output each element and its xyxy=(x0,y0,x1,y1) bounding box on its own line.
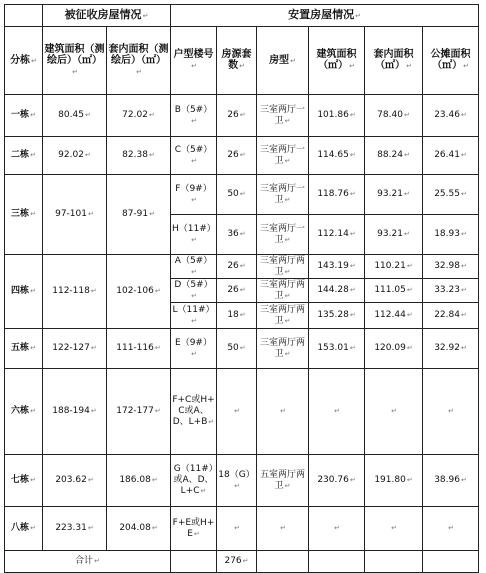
header-shared-area: 公摊面积（㎡）↵ xyxy=(423,27,479,95)
unit-type-cell: G（11#）或A、D、L+C↵ xyxy=(171,455,217,507)
header-row-1 xyxy=(5,5,479,27)
unit-count-cell: 18（G）↵ xyxy=(217,455,257,507)
header-row-2 xyxy=(5,27,479,95)
header-building-no: 分栋↵ xyxy=(5,27,43,95)
old-building-area-cell: 223.31↵ xyxy=(43,507,107,551)
unit-type-cell: B（5#）↵ xyxy=(171,95,217,137)
layout-cell: 三室两厅一卫↵ xyxy=(257,137,309,175)
layout-cell: 三室两厅两卫↵ xyxy=(257,279,309,303)
header-unit-type: 户型楼号↵ xyxy=(171,27,217,95)
layout-cell: 三室两厅两卫↵ xyxy=(257,329,309,369)
building-area-cell: ↵ xyxy=(309,369,365,455)
header-unit-count: 房源套数↵ xyxy=(217,27,257,95)
building-area-cell: 101.86↵ xyxy=(309,95,365,137)
building-no-cell: 一栋↵ xyxy=(5,95,43,137)
unit-count-cell: 26↵ xyxy=(217,279,257,303)
shared-area-cell: 18.93↵ xyxy=(423,215,479,255)
inner-area-cell: 88.24↵ xyxy=(365,137,423,175)
inner-area-cell: 120.09↵ xyxy=(365,329,423,369)
unit-type-cell: E（9#）↵ xyxy=(171,329,217,369)
unit-count-cell: 36↵ xyxy=(217,215,257,255)
inner-area-cell: 191.80↵ xyxy=(365,455,423,507)
header-resettlement: 安置房屋情况↵ xyxy=(171,5,479,27)
building-no-cell: 五栋↵ xyxy=(5,329,43,369)
unit-count-cell: 26↵ xyxy=(217,95,257,137)
shared-area-cell: 38.96↵ xyxy=(423,455,479,507)
header-blank-cell xyxy=(5,5,43,27)
total-empty-cell xyxy=(365,551,423,573)
building-no-cell: 七栋↵ xyxy=(5,455,43,507)
building-no-cell: 三栋↵ xyxy=(5,175,43,255)
header-layout: 房型↵ xyxy=(257,27,309,95)
inner-area-cell: 93.21↵ xyxy=(365,175,423,215)
header-new-building-area: 建筑面积（㎡）↵ xyxy=(309,27,365,95)
layout-cell: 三室两厅一卫↵ xyxy=(257,175,309,215)
old-building-area-cell: 203.62↵ xyxy=(43,455,107,507)
table-row xyxy=(5,507,479,551)
layout-cell: 三室两厅两卫↵ xyxy=(257,303,309,329)
table-row xyxy=(5,455,479,507)
building-area-cell: 144.28↵ xyxy=(309,279,365,303)
old-inner-area-cell: 102-106↵ xyxy=(107,255,171,329)
unit-count-cell: ↵ xyxy=(217,507,257,551)
inner-area-cell: 111.05↵ xyxy=(365,279,423,303)
unit-type-cell: F+C或H+C或A、D、L+B↵ xyxy=(171,369,217,455)
header-old-building-area: 建筑面积（测绘后）（㎡）↵ xyxy=(43,27,107,95)
inner-area-cell: 110.21↵ xyxy=(365,255,423,279)
table-row xyxy=(5,137,479,175)
header-old-inner-area: 套内面积（测绘后）（㎡）↵ xyxy=(107,27,171,95)
table-row xyxy=(5,95,479,137)
old-building-area-cell: 80.45↵ xyxy=(43,95,107,137)
unit-count-cell: 50↵ xyxy=(217,175,257,215)
unit-type-cell: F（9#）↵ xyxy=(171,175,217,215)
table-row xyxy=(5,175,479,215)
layout-cell: 三室两厅一卫↵ xyxy=(257,215,309,255)
resettlement-table-frame xyxy=(4,4,478,564)
total-empty-cell xyxy=(309,551,365,573)
unit-type-cell: L（11#）↵ xyxy=(171,303,217,329)
shared-area-cell: ↵ xyxy=(423,507,479,551)
layout-cell: ↵ xyxy=(257,507,309,551)
building-area-cell: 143.19↵ xyxy=(309,255,365,279)
building-area-cell: 114.65↵ xyxy=(309,137,365,175)
shared-area-cell: ↵ xyxy=(423,369,479,455)
unit-count-cell: 26↵ xyxy=(217,137,257,175)
unit-type-cell: A（5#）↵ xyxy=(171,255,217,279)
old-inner-area-cell: 87-91↵ xyxy=(107,175,171,255)
building-area-cell: 135.28↵ xyxy=(309,303,365,329)
old-inner-area-cell: 72.02↵ xyxy=(107,95,171,137)
unit-type-cell: D（5#）↵ xyxy=(171,279,217,303)
total-empty-cell xyxy=(257,551,309,573)
layout-cell: ↵ xyxy=(257,369,309,455)
old-inner-area-cell: 111-116↵ xyxy=(107,329,171,369)
building-no-cell: 二栋↵ xyxy=(5,137,43,175)
building-area-cell: 118.76↵ xyxy=(309,175,365,215)
building-area-cell: 230.76↵ xyxy=(309,455,365,507)
total-unit-type-cell xyxy=(171,551,217,573)
shared-area-cell: 25.55↵ xyxy=(423,175,479,215)
layout-cell: 三室两厅一卫↵ xyxy=(257,95,309,137)
total-empty-cell xyxy=(423,551,479,573)
header-expropriated: 被征收房屋情况↵ xyxy=(43,5,171,27)
building-area-cell: 153.01↵ xyxy=(309,329,365,369)
building-no-cell: 八栋↵ xyxy=(5,507,43,551)
inner-area-cell: ↵ xyxy=(365,369,423,455)
total-count-cell: 276↵ xyxy=(217,551,257,573)
unit-count-cell: 18↵ xyxy=(217,303,257,329)
building-no-cell: 四栋↵ xyxy=(5,255,43,329)
unit-type-cell: H（11#）↵ xyxy=(171,215,217,255)
old-building-area-cell: 92.02↵ xyxy=(43,137,107,175)
shared-area-cell: 32.98↵ xyxy=(423,255,479,279)
unit-count-cell: 26↵ xyxy=(217,255,257,279)
old-building-area-cell: 97-101↵ xyxy=(43,175,107,255)
unit-type-cell: F+E或H+E↵ xyxy=(171,507,217,551)
header-new-inner-area: 套内面积（㎡）↵ xyxy=(365,27,423,95)
old-inner-area-cell: 204.08↵ xyxy=(107,507,171,551)
layout-cell: 五室两厅两卫↵ xyxy=(257,455,309,507)
old-inner-area-cell: 172-177↵ xyxy=(107,369,171,455)
table-row xyxy=(5,255,479,279)
old-building-area-cell: 112-118↵ xyxy=(43,255,107,329)
shared-area-cell: 22.84↵ xyxy=(423,303,479,329)
table-row xyxy=(5,329,479,369)
unit-type-cell: C（5#）↵ xyxy=(171,137,217,175)
building-area-cell: 112.14↵ xyxy=(309,215,365,255)
inner-area-cell: ↵ xyxy=(365,507,423,551)
old-building-area-cell: 122-127↵ xyxy=(43,329,107,369)
shared-area-cell: 32.92↵ xyxy=(423,329,479,369)
old-inner-area-cell: 82.38↵ xyxy=(107,137,171,175)
table-row xyxy=(5,369,479,455)
inner-area-cell: 112.44↵ xyxy=(365,303,423,329)
old-building-area-cell: 188-194↵ xyxy=(43,369,107,455)
unit-count-cell: ↵ xyxy=(217,369,257,455)
layout-cell: 三室两厅两卫↵ xyxy=(257,255,309,279)
shared-area-cell: 23.46↵ xyxy=(423,95,479,137)
inner-area-cell: 93.21↵ xyxy=(365,215,423,255)
building-no-cell: 六栋↵ xyxy=(5,369,43,455)
total-label-cell: 合计↵ xyxy=(5,551,171,573)
inner-area-cell: 78.40↵ xyxy=(365,95,423,137)
shared-area-cell: 33.23↵ xyxy=(423,279,479,303)
resettlement-table xyxy=(4,4,479,573)
shared-area-cell: 26.41↵ xyxy=(423,137,479,175)
total-row xyxy=(5,551,479,573)
unit-count-cell: 50↵ xyxy=(217,329,257,369)
building-area-cell: ↵ xyxy=(309,507,365,551)
old-inner-area-cell: 186.08↵ xyxy=(107,455,171,507)
